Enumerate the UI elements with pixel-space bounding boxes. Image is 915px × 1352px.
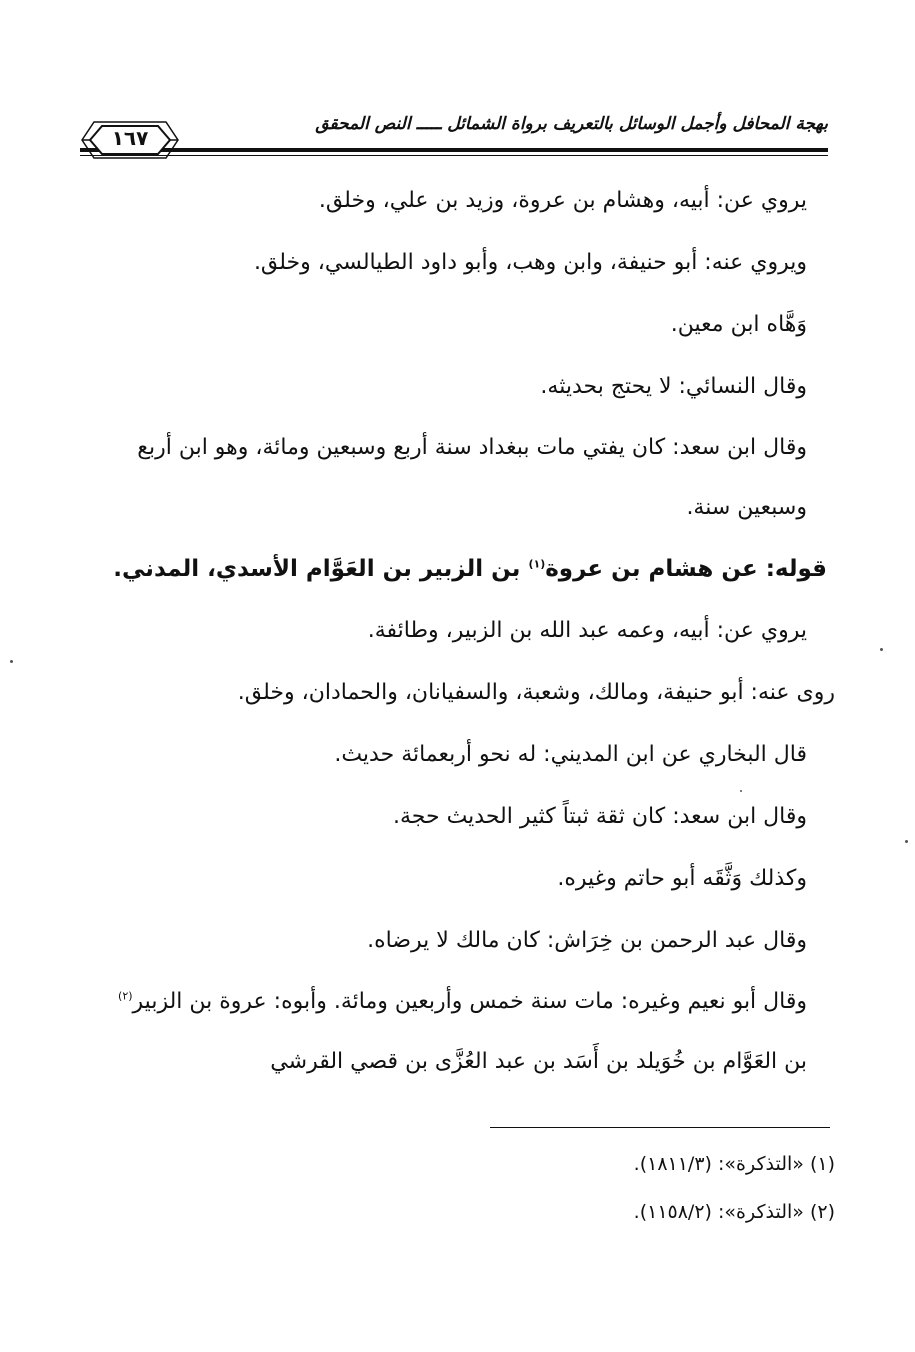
header-rule <box>80 148 828 152</box>
header-rule-thin <box>80 155 828 156</box>
footnote-ref: (١) <box>528 557 546 571</box>
paragraph: وقال النسائي: لا يحتج بحديثه. <box>540 374 807 399</box>
paragraph-text-cont: بن العَوَّام بن خُوَيلد بن أَسَد بن عبد العُزَّى بن قصي القرشي <box>270 1049 807 1074</box>
paragraph: وقال ابن سعد: كان يفتي مات ببغداد سنة أربع وسبعين ومائة، وهو ابن أربع وسبعين سنة. <box>137 435 807 520</box>
paragraph: يروي عن: أبيه، وهشام بن عروة، وزيد بن علي، وخلق. <box>318 188 807 213</box>
paragraph: قال البخاري عن ابن المديني: له نحو أربعمائة حديث. <box>334 742 807 767</box>
page-number-badge <box>80 120 180 160</box>
page-number: ١٦٧ <box>111 126 149 150</box>
scan-speck <box>880 648 883 651</box>
paragraph: روى عنه: أبو حنيفة، ومالك، وشعبة، والسفيانان، والحمادان، وخلق. <box>237 680 835 705</box>
footnotes <box>400 1140 835 1236</box>
paragraph: يروي عن: أبيه، وعمه عبد الله بن الزبير، وطائفة. <box>367 618 807 643</box>
scan-speck <box>10 660 13 663</box>
footnote: (١) «التذكرة»: (١٨١١/٣). <box>633 1153 835 1175</box>
paragraph: وقال ابن سعد: كان ثقة ثبتاً كثير الحديث حجة. <box>392 804 807 829</box>
scan-speck <box>740 790 742 792</box>
main-text <box>100 170 835 1092</box>
entry-heading-text-cont: بن الزبير بن العَوَّام الأسدي، المدني. <box>113 556 529 582</box>
paragraph-text: وقال أبو نعيم وغيره: مات سنة خمس وأربعين ومائة. وأبوه: عروة بن الزبير <box>132 989 807 1014</box>
footnote: (٢) «التذكرة»: (١١٥٨/٢). <box>633 1201 835 1223</box>
running-header <box>80 100 828 160</box>
footnote-separator <box>490 1127 830 1128</box>
scan-speck <box>905 840 908 843</box>
paragraph: وقال عبد الرحمن بن خِرَاش: كان مالك لا يرضاه. <box>367 928 807 953</box>
entry-heading-text: قوله: عن هشام بن عروة <box>545 556 827 582</box>
running-header-title: بهجة المحافل وأجمل الوسائل بالتعريف برواة الشمائل ـــــ النص المحقق <box>315 114 828 134</box>
paragraph <box>100 972 835 1092</box>
footnote-ref: (٢) <box>118 989 133 1003</box>
entry-heading <box>100 538 835 600</box>
paragraph: وَهَّاه ابن معين. <box>670 312 807 337</box>
paragraph: ويروي عنه: أبو حنيفة، وابن وهب، وأبو داود الطيالسي، وخلق. <box>253 250 807 275</box>
paragraph: وكذلك وَثَّقَه أبو حاتم وغيره. <box>557 866 807 891</box>
